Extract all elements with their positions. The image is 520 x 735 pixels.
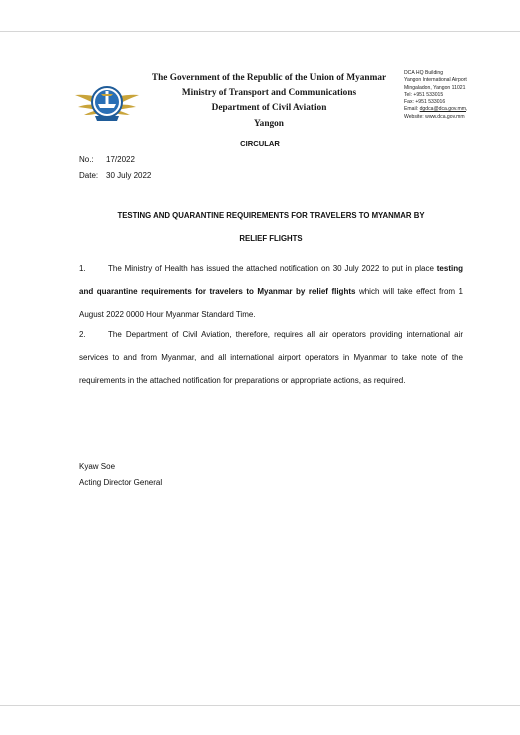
date-value: 30 July 2022 [106,171,152,180]
paragraph-2-text: The Department of Civil Aviation, therefore, requires all air operators providing international air services to and from Myanmar, and all international airport operators in Myanmar to take note of the requirements in the attached notification for preparations or appropriate actions, as required. [79,330,463,385]
email-link[interactable]: dgdca@dca.gov.mm [419,106,466,113]
number-label: No.: [79,155,94,164]
department-line: Department of Civil Aviation [211,103,327,114]
paragraph-1-number: 1. [79,264,86,273]
ministry-line: Ministry of Transport and Communications [181,88,357,99]
contact-block [404,70,514,121]
circular-number [79,155,135,164]
contact-website: Website: www.dca.gov.mm [404,113,465,120]
email-label: Email: [404,106,420,113]
paragraph-1 [79,258,463,326]
circular-date [79,171,151,180]
paragraph-1-bold-text: testing and quarantine requirements for travelers to Myanmar by relief flights [79,264,463,296]
date-label: Date: [79,171,99,180]
bottom-rule [0,705,520,706]
subject-line-2: RELIEF FLIGHTS [239,234,303,243]
subject-line-1: TESTING AND QUARANTINE REQUIREMENTS FOR TRAVELERS TO MYANMAR BY [117,211,425,220]
letterhead [138,71,400,132]
circular-title: CIRCULAR [240,139,280,148]
government-line: The Government of the Republic of the Union of Myanmar [151,73,387,83]
city-line: Yangon [254,118,284,129]
number-value: 17/2022 [106,155,135,164]
email-suffix: , [466,106,468,113]
contact-tel: Tel: +951 533015 [404,91,444,98]
dca-emblem-logo [75,78,139,128]
contact-address: Mingaladon, Yangon 11021 [404,84,466,91]
top-rule [0,31,520,32]
paragraph-1-text-start: The Ministry of Health has issued the attached notification on 30 July 2022 to put in place [108,264,437,273]
contact-airport: Yangon International Airport [404,77,467,84]
signatory-name: Kyaw Soe [79,462,116,471]
paragraph-2-number: 2. [79,330,86,339]
contact-fax: Fax: +951 533016 [404,99,446,106]
contact-building: DCA HQ Building [404,70,444,76]
paragraph-1-text-end: which will take effect from 1 August 2022 0000 Hour Myanmar Standard Time. [79,286,464,319]
paragraph-2 [79,324,463,392]
signatory-title: Acting Director General [79,478,163,487]
contact-email-line [404,106,514,113]
